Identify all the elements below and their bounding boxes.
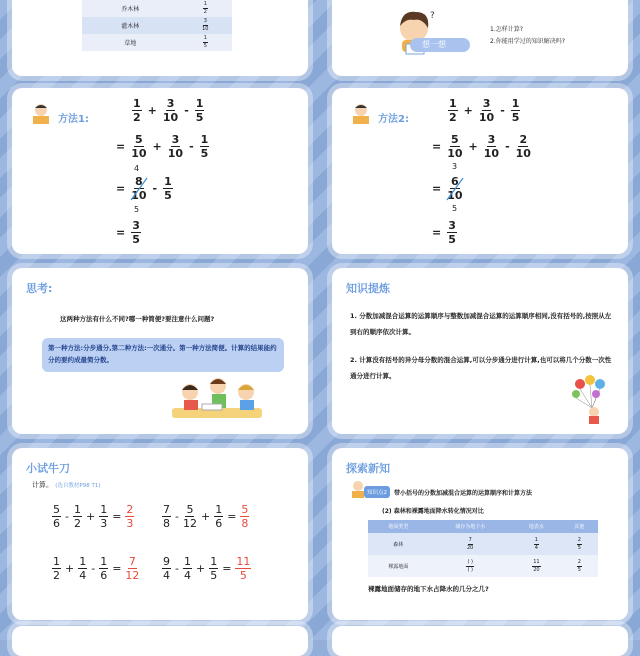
denominator: 5 — [577, 544, 581, 551]
numerator: 1 — [183, 555, 191, 568]
table-cell — [428, 555, 512, 577]
slide-practice — [12, 448, 308, 620]
numerator: 3 — [487, 133, 496, 146]
fraction — [240, 504, 249, 529]
operator: + — [200, 510, 211, 523]
numerator: 1 — [210, 555, 218, 568]
method-2-line-3 — [432, 176, 463, 201]
numerator: 5 — [451, 133, 459, 146]
row-label: 裸露地面 — [368, 555, 428, 577]
denominator: 5 — [164, 189, 172, 202]
method-2-label: 方法2: — [378, 114, 409, 125]
data-table — [82, 0, 232, 51]
numerator: 6 — [451, 175, 459, 188]
method-1-label: 方法1: — [58, 114, 89, 125]
numerator: 2 — [577, 558, 581, 565]
fraction — [99, 556, 108, 581]
denominator: 10 — [131, 189, 147, 202]
method-2-line-2 — [432, 134, 531, 159]
table-cell-value — [179, 17, 232, 34]
numerator: 1 — [195, 97, 204, 110]
table-cell-value — [179, 34, 232, 51]
denominator: 10 — [478, 111, 495, 124]
denominator: 12 — [182, 517, 197, 530]
denominator: 2 — [53, 569, 60, 582]
method-1-line-3 — [116, 176, 173, 201]
numerator: 1 — [100, 555, 108, 568]
column-header: 其他 — [561, 520, 598, 533]
table-cell-label: 灌木林 — [121, 23, 140, 30]
denominator: 8 — [241, 517, 249, 530]
knowledge-point-2: 2. 计算没有括号的异分母分数的混合运算,可以分步通分进行计算,也可以将几个分数一次性通分进行计算。 — [350, 356, 612, 380]
denominator: 12 — [125, 569, 140, 582]
think-question-1: 1.怎样计算? — [490, 26, 523, 33]
operator: - — [175, 562, 179, 575]
denominator: 10 — [483, 147, 500, 160]
fraction — [99, 504, 108, 529]
fraction — [125, 504, 134, 529]
numerator: 5 — [135, 133, 143, 146]
equals-sign: = — [227, 510, 237, 523]
numerator: 5 — [186, 503, 194, 516]
kids-studying-icon — [162, 374, 272, 430]
numerator: 1 — [534, 536, 538, 543]
numerator: 2 — [577, 536, 581, 543]
denominator: 10 — [447, 147, 463, 160]
answer — [240, 504, 249, 529]
numerator: 7 — [128, 555, 136, 568]
table-row — [82, 34, 232, 51]
numerator: 1 — [200, 133, 209, 146]
numerator: 1 — [164, 175, 172, 188]
practice-problem — [162, 504, 249, 529]
fraction — [162, 556, 171, 581]
slide-knowledge — [332, 268, 628, 434]
minus-sign: - — [500, 104, 505, 117]
numerator: 1 — [203, 35, 207, 41]
fraction — [235, 556, 251, 581]
equals-sign: = — [432, 140, 442, 153]
denominator: 4 — [79, 569, 87, 582]
operator: - — [175, 510, 179, 523]
denominator: 5 — [239, 569, 247, 582]
fraction — [125, 556, 139, 581]
answer — [125, 556, 139, 581]
equals-sign: = — [116, 182, 126, 195]
equals-sign: = — [116, 226, 126, 239]
numerator: 9 — [163, 555, 170, 568]
fraction — [78, 556, 87, 581]
slide-next-left — [12, 626, 308, 656]
numerator: 1 — [79, 555, 87, 568]
numerator: 1 — [449, 97, 457, 110]
numerator: 3 — [166, 97, 175, 110]
minus-sign: - — [184, 104, 189, 117]
numerator: 3 — [482, 97, 491, 110]
minus-sign: - — [189, 140, 194, 153]
slide-think — [332, 0, 628, 76]
slide-thinking — [12, 268, 308, 434]
table-row — [368, 555, 598, 577]
fraction — [214, 504, 223, 529]
table-cell — [561, 555, 598, 577]
equals-sign: = — [222, 562, 232, 575]
denominator: ( ) — [467, 566, 473, 573]
numerator: 3 — [203, 18, 207, 24]
numerator: 2 — [126, 503, 134, 516]
minus-sign: - — [152, 182, 158, 195]
plus-sign: + — [147, 104, 157, 117]
denominator: 5 — [132, 233, 140, 246]
table-cell-label: 乔木林 — [121, 6, 140, 13]
operator: - — [91, 562, 96, 575]
row-label: 森林 — [368, 533, 428, 555]
plus-sign: + — [468, 140, 478, 153]
table-header-row — [368, 520, 598, 533]
table-cell — [561, 533, 598, 555]
column-header: 地面类型 — [368, 520, 428, 533]
denominator: 5 — [210, 569, 218, 582]
balloons-icon — [568, 374, 616, 426]
method-1-result — [116, 220, 141, 245]
numerator: 3 — [448, 219, 456, 232]
knowledge-point-text: 带小括号的分数加减混合运算的运算顺序和计算方法 — [394, 490, 533, 497]
explore-title: 探索新知 — [346, 462, 390, 475]
denominator: 10 — [515, 147, 531, 160]
knowledge-title: 知识提炼 — [346, 282, 390, 295]
denominator: 5 — [577, 566, 581, 573]
denominator: 10 — [202, 26, 209, 32]
numerator: 5 — [241, 503, 249, 516]
denominator: 8 — [163, 517, 170, 530]
numerator: 1 — [203, 1, 207, 7]
fraction — [183, 556, 192, 581]
fraction — [162, 504, 171, 529]
operator: - — [65, 510, 69, 523]
operator: + — [65, 562, 75, 575]
plus-sign: + — [152, 140, 162, 153]
denominator: 4 — [183, 569, 191, 582]
equals-sign: = — [112, 510, 122, 523]
slide-table — [12, 0, 308, 76]
denominator: 6 — [215, 517, 223, 530]
method-2-line-1 — [448, 98, 520, 123]
denominator: 6 — [100, 569, 108, 582]
column-header: 地表水 — [512, 520, 561, 533]
cancel-stroke-icon — [445, 176, 465, 202]
thinking-answer: 第一种方法:分步通分,第二种方法:一次通分。第一种方法简便。计算的结果能约分的要约成最简分数。 — [48, 344, 277, 364]
method-2-result — [432, 220, 457, 245]
plus-sign: + — [463, 104, 473, 117]
numerator: ( ) — [467, 558, 473, 565]
think-title: 想一想 — [422, 40, 446, 49]
denominator: 5 — [448, 233, 456, 246]
numerator: 8 — [135, 175, 143, 188]
equals-sign: = — [116, 140, 126, 153]
slide-method-2 — [332, 88, 628, 254]
fraction — [183, 504, 197, 529]
numerator: 1 — [73, 503, 81, 516]
fraction — [52, 504, 61, 529]
numerator: 3 — [132, 219, 140, 232]
numerator: 3 — [171, 133, 180, 146]
numerator: 1 — [511, 97, 520, 110]
practice-problem — [162, 556, 251, 581]
numerator: 1 — [100, 503, 108, 516]
knowledge-point-1: 1. 分数加减混合运算的运算顺序与整数加减混合运算的运算顺序相同,没有括号的,按照从左到右的顺序依次计算。 — [350, 312, 612, 336]
practice-label: 计算。 — [32, 481, 53, 489]
denominator: 6 — [53, 517, 60, 530]
numerator: 7 — [163, 503, 170, 516]
knowledge-point-badge: 知识点2 — [364, 486, 390, 498]
reduce-bottom: 5 — [452, 204, 458, 213]
denominator: 3 — [100, 517, 108, 530]
denominator: 10 — [162, 111, 179, 124]
method-1-line-1 — [132, 98, 204, 123]
denominator: 5 — [511, 111, 520, 124]
denominator: 10 — [167, 147, 184, 160]
table-cell — [512, 533, 561, 555]
answer — [235, 556, 251, 581]
kid-reading-icon — [30, 102, 52, 126]
numerator: 1 — [215, 503, 223, 516]
cancel-stroke-icon — [129, 176, 149, 202]
equals-sign: = — [432, 182, 442, 195]
denominator: 2 — [73, 517, 81, 530]
denominator: 2 — [133, 111, 141, 124]
denominator: 10 — [131, 147, 147, 160]
table-cell-value — [179, 0, 232, 17]
practice-source: (选自教材P98 T1) — [55, 483, 101, 489]
denominator: 20 — [533, 566, 540, 573]
table-row — [82, 17, 232, 34]
svg-text:?: ? — [430, 11, 435, 21]
numerator: 1 — [133, 97, 141, 110]
practice-problem — [52, 556, 139, 581]
denominator: 20 — [467, 544, 474, 551]
practice-title: 小试牛刀 — [26, 462, 70, 475]
table-caption: (2) 森林和裸露地面降水转化情况对比 — [382, 508, 484, 515]
table-row — [82, 0, 232, 17]
reduce-top: 4 — [134, 164, 140, 173]
minus-sign: - — [505, 140, 510, 153]
operator: + — [85, 510, 96, 523]
denominator: 5 — [195, 111, 204, 124]
explore-question: 裸露地面储存的地下水占降水的几分之几? — [368, 585, 489, 593]
denominator: 2 — [449, 111, 457, 124]
think-question-2: 2.你能用学过的知识解决吗? — [490, 38, 565, 45]
reduce-bottom: 5 — [134, 205, 140, 214]
operator: + — [195, 562, 206, 575]
thinking-question: 这两种方法有什么不同?哪一种简便?要注意什么问题? — [60, 315, 215, 323]
kid-reading-icon — [350, 102, 372, 126]
table-cell — [512, 555, 561, 577]
equals-sign: = — [432, 226, 442, 239]
denominator: 4 — [534, 544, 538, 551]
denominator: 4 — [163, 569, 170, 582]
numerator: 1 — [53, 555, 60, 568]
practice-prompt — [32, 480, 100, 490]
table-row — [368, 533, 598, 555]
fraction — [52, 556, 61, 581]
numerator: 7 — [468, 536, 472, 543]
column-header: 储存为地下水 — [428, 520, 512, 533]
numerator: 5 — [53, 503, 60, 516]
method-1-line-2 — [116, 134, 209, 159]
denominator: 5 — [203, 43, 207, 49]
fraction — [73, 504, 82, 529]
denominator: 5 — [200, 147, 209, 160]
slide-explore — [332, 448, 628, 620]
practice-problem — [52, 504, 134, 529]
fraction — [209, 556, 218, 581]
denominator: 2 — [203, 9, 207, 15]
numerator: 11 — [533, 558, 540, 565]
water-table — [368, 520, 598, 577]
denominator: 3 — [126, 517, 134, 530]
reduce-top: 3 — [452, 162, 458, 171]
numerator: 11 — [236, 555, 251, 568]
table-cell — [428, 533, 512, 555]
thinking-title: 思考: — [26, 282, 53, 295]
denominator: 10 — [447, 189, 463, 202]
slide-next-right — [332, 626, 628, 656]
numerator: 2 — [519, 133, 528, 146]
table-cell-label: 草地 — [124, 40, 137, 47]
equals-sign: = — [112, 562, 122, 575]
answer — [125, 504, 134, 529]
slide-method-1 — [12, 88, 308, 254]
